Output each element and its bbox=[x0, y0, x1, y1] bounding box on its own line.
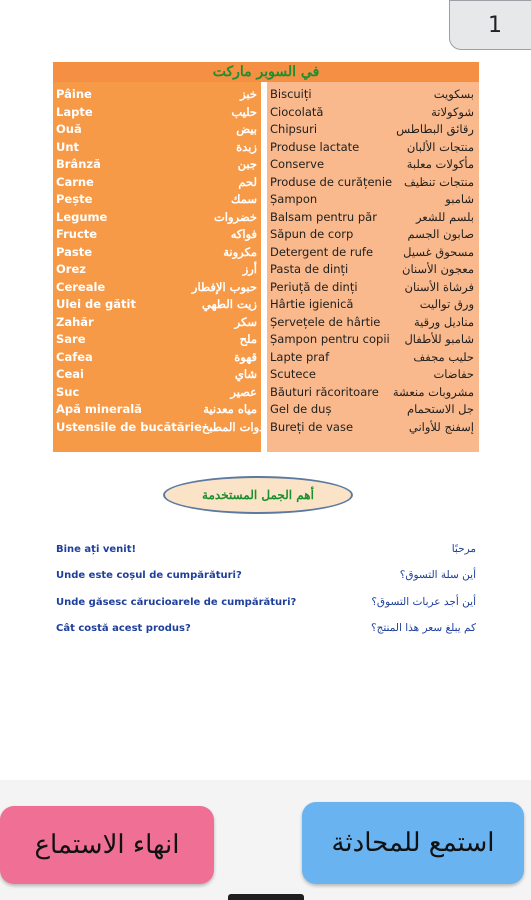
vocabulary-row bbox=[267, 121, 479, 139]
vocabulary-romanian: Hârtie igienică bbox=[270, 297, 354, 311]
vocabulary-romanian: Brânză bbox=[56, 157, 101, 171]
vocabulary-arabic: فواكه bbox=[230, 227, 257, 241]
vocabulary-arabic: سكر bbox=[234, 314, 257, 329]
phrase-arabic: أين أجد عربات التسوق؟ bbox=[371, 596, 476, 608]
stop-listening-button[interactable]: انهاء الاستماع bbox=[0, 806, 214, 884]
vocabulary-arabic: حليب مجفف bbox=[413, 349, 474, 364]
vocabulary-romanian: Pâine bbox=[56, 87, 92, 101]
vocabulary-row bbox=[267, 384, 479, 402]
vocabulary-row bbox=[267, 104, 479, 122]
vocabulary-row bbox=[267, 86, 479, 104]
vocabulary-romanian: Produse lactate bbox=[270, 139, 360, 154]
phrase-arabic: مرحبًا bbox=[451, 543, 476, 555]
vocabulary-row bbox=[267, 139, 479, 157]
vocabulary-romanian: Orez bbox=[56, 262, 86, 276]
listen-conversation-button[interactable]: استمع للمحادثة bbox=[302, 802, 524, 884]
vocabulary-arabic: ورق تواليت bbox=[419, 297, 474, 311]
vocabulary-romanian: Biscuiți bbox=[270, 87, 312, 101]
home-indicator[interactable] bbox=[228, 894, 304, 900]
phrase-romanian: Bine ați venit! bbox=[56, 543, 137, 555]
vocabulary-row bbox=[53, 314, 261, 332]
vocabulary-romanian: Carne bbox=[56, 174, 94, 189]
phrase-arabic: كم يبلغ سعر هذا المنتج؟ bbox=[371, 622, 476, 634]
vocabulary-arabic: بسكويت bbox=[433, 87, 474, 101]
vocabulary-arabic: مياه معدنية bbox=[203, 402, 257, 416]
vocabulary-arabic: رقائق البطاطس bbox=[396, 122, 474, 136]
vocabulary-romanian: Legume bbox=[56, 209, 108, 224]
vocabulary-arabic: بلسم للشعر bbox=[415, 209, 474, 224]
phrase-romanian: Unde găsesc cărucioarele de cumpărături? bbox=[56, 596, 297, 608]
vocabulary-row bbox=[53, 244, 261, 262]
vocabulary-arabic: مكرونة bbox=[223, 244, 257, 259]
vocabulary-arabic: خبز bbox=[240, 87, 257, 101]
vocabulary-row bbox=[267, 261, 479, 279]
vocabulary-romanian: Săpun de corp bbox=[270, 227, 354, 241]
vocabulary-row bbox=[53, 121, 261, 139]
vocabulary-arabic: معجون الأسنان bbox=[402, 262, 474, 276]
vocabulary-romanian: Paste bbox=[56, 244, 93, 259]
vocabulary-romanian: Unt bbox=[56, 139, 80, 154]
vocabulary-romanian: Suc bbox=[56, 384, 80, 399]
vocabulary-arabic: خضروات bbox=[213, 209, 257, 224]
vocabulary-romanian: Cafea bbox=[56, 349, 93, 364]
vocabulary-row bbox=[267, 419, 479, 437]
vocabulary-romanian: Ciocolată bbox=[270, 104, 324, 119]
vocabulary-row bbox=[267, 174, 479, 192]
vocabulary-arabic: عصير bbox=[230, 384, 257, 399]
vocabulary-romanian: Șampon bbox=[270, 192, 318, 206]
vocabulary-romanian: Zahăr bbox=[56, 314, 94, 329]
vocabulary-romanian: Lapte bbox=[56, 104, 93, 119]
vocabulary-romanian: Gel de duș bbox=[270, 402, 332, 416]
vocabulary-row bbox=[53, 349, 261, 367]
vocabulary-row bbox=[53, 226, 261, 244]
vocabulary-romanian: Ceai bbox=[56, 367, 84, 381]
vocabulary-row bbox=[53, 139, 261, 157]
vocabulary-arabic: مناديل ورقية bbox=[413, 314, 474, 329]
vocabulary-row bbox=[267, 191, 479, 209]
vocabulary-row bbox=[53, 191, 261, 209]
phrase-row bbox=[56, 567, 476, 583]
vocabulary-row bbox=[267, 209, 479, 227]
vocabulary-arabic: شامبو bbox=[445, 192, 474, 206]
vocabulary-row bbox=[53, 401, 261, 419]
vocabulary-romanian: Șervețele de hârtie bbox=[270, 314, 381, 329]
vocabulary-arabic: أدوات المطبخ bbox=[201, 419, 268, 434]
vocabulary-romanian: Apă minerală bbox=[56, 402, 142, 416]
vocabulary-row bbox=[53, 156, 261, 174]
vocabulary-romanian: Conserve bbox=[270, 157, 325, 171]
vocabulary-title: في السوبر ماركت bbox=[53, 62, 479, 82]
vocabulary-romanian: Ulei de gătit bbox=[56, 297, 136, 311]
vocabulary-romanian: Pasta de dinți bbox=[270, 262, 349, 276]
vocabulary-arabic: مأكولات معلبة bbox=[406, 157, 474, 171]
vocabulary-arabic: بيض bbox=[236, 122, 257, 136]
vocabulary-arabic: مسحوق غسيل bbox=[403, 244, 474, 259]
vocabulary-arabic: حفاضات bbox=[433, 367, 474, 381]
vocabulary-arabic: جبن bbox=[237, 157, 257, 171]
vocabulary-romanian: Detergent de rufe bbox=[270, 244, 374, 259]
vocabulary-arabic: زبدة bbox=[236, 139, 257, 154]
vocabulary-romanian: Balsam pentru păr bbox=[270, 209, 377, 224]
phrase-row bbox=[56, 620, 476, 636]
vocabulary-romanian: Ustensile de bucătărie bbox=[56, 419, 202, 434]
vocabulary-row bbox=[53, 261, 261, 279]
vocabulary-row bbox=[267, 296, 479, 314]
vocabulary-row bbox=[267, 279, 479, 297]
vocabulary-arabic: زيت الطهي bbox=[201, 297, 257, 311]
vocabulary-row bbox=[53, 174, 261, 192]
vocabulary-romanian: Produse de curățenie bbox=[270, 174, 393, 189]
vocabulary-arabic: صابون الجسم bbox=[407, 227, 474, 241]
vocabulary-arabic: جل الاستحمام bbox=[406, 402, 474, 416]
phrase-row bbox=[56, 594, 476, 610]
vocabulary-arabic: فرشاة الأسنان bbox=[404, 279, 474, 294]
vocabulary-arabic: إسفنج للأواني bbox=[408, 419, 474, 434]
vocabulary-romanian: Pește bbox=[56, 192, 93, 206]
vocabulary-row bbox=[267, 226, 479, 244]
vocabulary-romanian: Bureți de vase bbox=[270, 419, 354, 434]
vocabulary-row bbox=[53, 419, 268, 437]
vocabulary-row bbox=[53, 279, 261, 297]
vocabulary-arabic: لحم bbox=[238, 174, 257, 189]
vocabulary-row bbox=[267, 244, 479, 262]
vocabulary-arabic: مشروبات منعشة bbox=[392, 384, 474, 399]
vocabulary-romanian: Sare bbox=[56, 332, 86, 346]
vocabulary-arabic: منتجات تنظيف bbox=[404, 174, 474, 189]
phrase-romanian: Unde este coșul de cumpărături? bbox=[56, 569, 242, 581]
vocabulary-arabic: شاي bbox=[234, 367, 257, 381]
vocabulary-row bbox=[53, 104, 261, 122]
vocabulary-romanian: Fructe bbox=[56, 227, 98, 241]
vocabulary-arabic: حبوب الإفطار bbox=[191, 279, 257, 294]
vocabulary-table bbox=[53, 62, 479, 452]
vocabulary-romanian: Periuță de dinți bbox=[270, 279, 358, 294]
vocabulary-arabic: سمك bbox=[231, 192, 257, 206]
vocabulary-row bbox=[53, 366, 261, 384]
vocabulary-row bbox=[267, 349, 479, 367]
vocabulary-row bbox=[53, 384, 261, 402]
vocabulary-column-right bbox=[267, 82, 479, 452]
vocabulary-row bbox=[267, 314, 479, 332]
vocabulary-column-left bbox=[53, 82, 268, 452]
page-number-badge bbox=[449, 0, 531, 50]
vocabulary-row bbox=[267, 156, 479, 174]
vocabulary-romanian: Chipsuri bbox=[270, 122, 318, 136]
vocabulary-row bbox=[267, 366, 479, 384]
vocabulary-row bbox=[53, 86, 261, 104]
vocabulary-row bbox=[53, 331, 261, 349]
vocabulary-row bbox=[267, 401, 479, 419]
vocabulary-romanian: Lapte praf bbox=[270, 349, 330, 364]
page-number: 1 bbox=[488, 12, 502, 38]
phrase-row bbox=[56, 541, 476, 557]
vocabulary-arabic: منتجات الألبان bbox=[406, 139, 474, 154]
phrase-arabic: أين سلة التسوق؟ bbox=[399, 569, 476, 581]
vocabulary-romanian: Ouă bbox=[56, 122, 82, 136]
vocabulary-romanian: Băuturi răcoritoare bbox=[270, 384, 379, 399]
vocabulary-romanian: Cereale bbox=[56, 279, 106, 294]
vocabulary-arabic: قهوة bbox=[234, 349, 257, 364]
vocabulary-arabic: ملح bbox=[239, 332, 257, 346]
vocabulary-romanian: Scutece bbox=[270, 367, 316, 381]
vocabulary-arabic: شامبو للأطفال bbox=[404, 332, 474, 346]
vocabulary-row bbox=[53, 296, 261, 314]
vocabulary-arabic: أرز bbox=[242, 262, 257, 276]
phrases-title: أهم الجمل المستخدمة bbox=[163, 476, 353, 514]
vocabulary-romanian: Șampon pentru copii bbox=[270, 332, 390, 346]
phrase-romanian: Cât costă acest produs? bbox=[56, 622, 191, 634]
vocabulary-row bbox=[53, 209, 261, 227]
vocabulary-arabic: حليب bbox=[231, 104, 257, 119]
vocabulary-arabic: شوكولاتة bbox=[431, 104, 474, 119]
vocabulary-row bbox=[267, 331, 479, 349]
